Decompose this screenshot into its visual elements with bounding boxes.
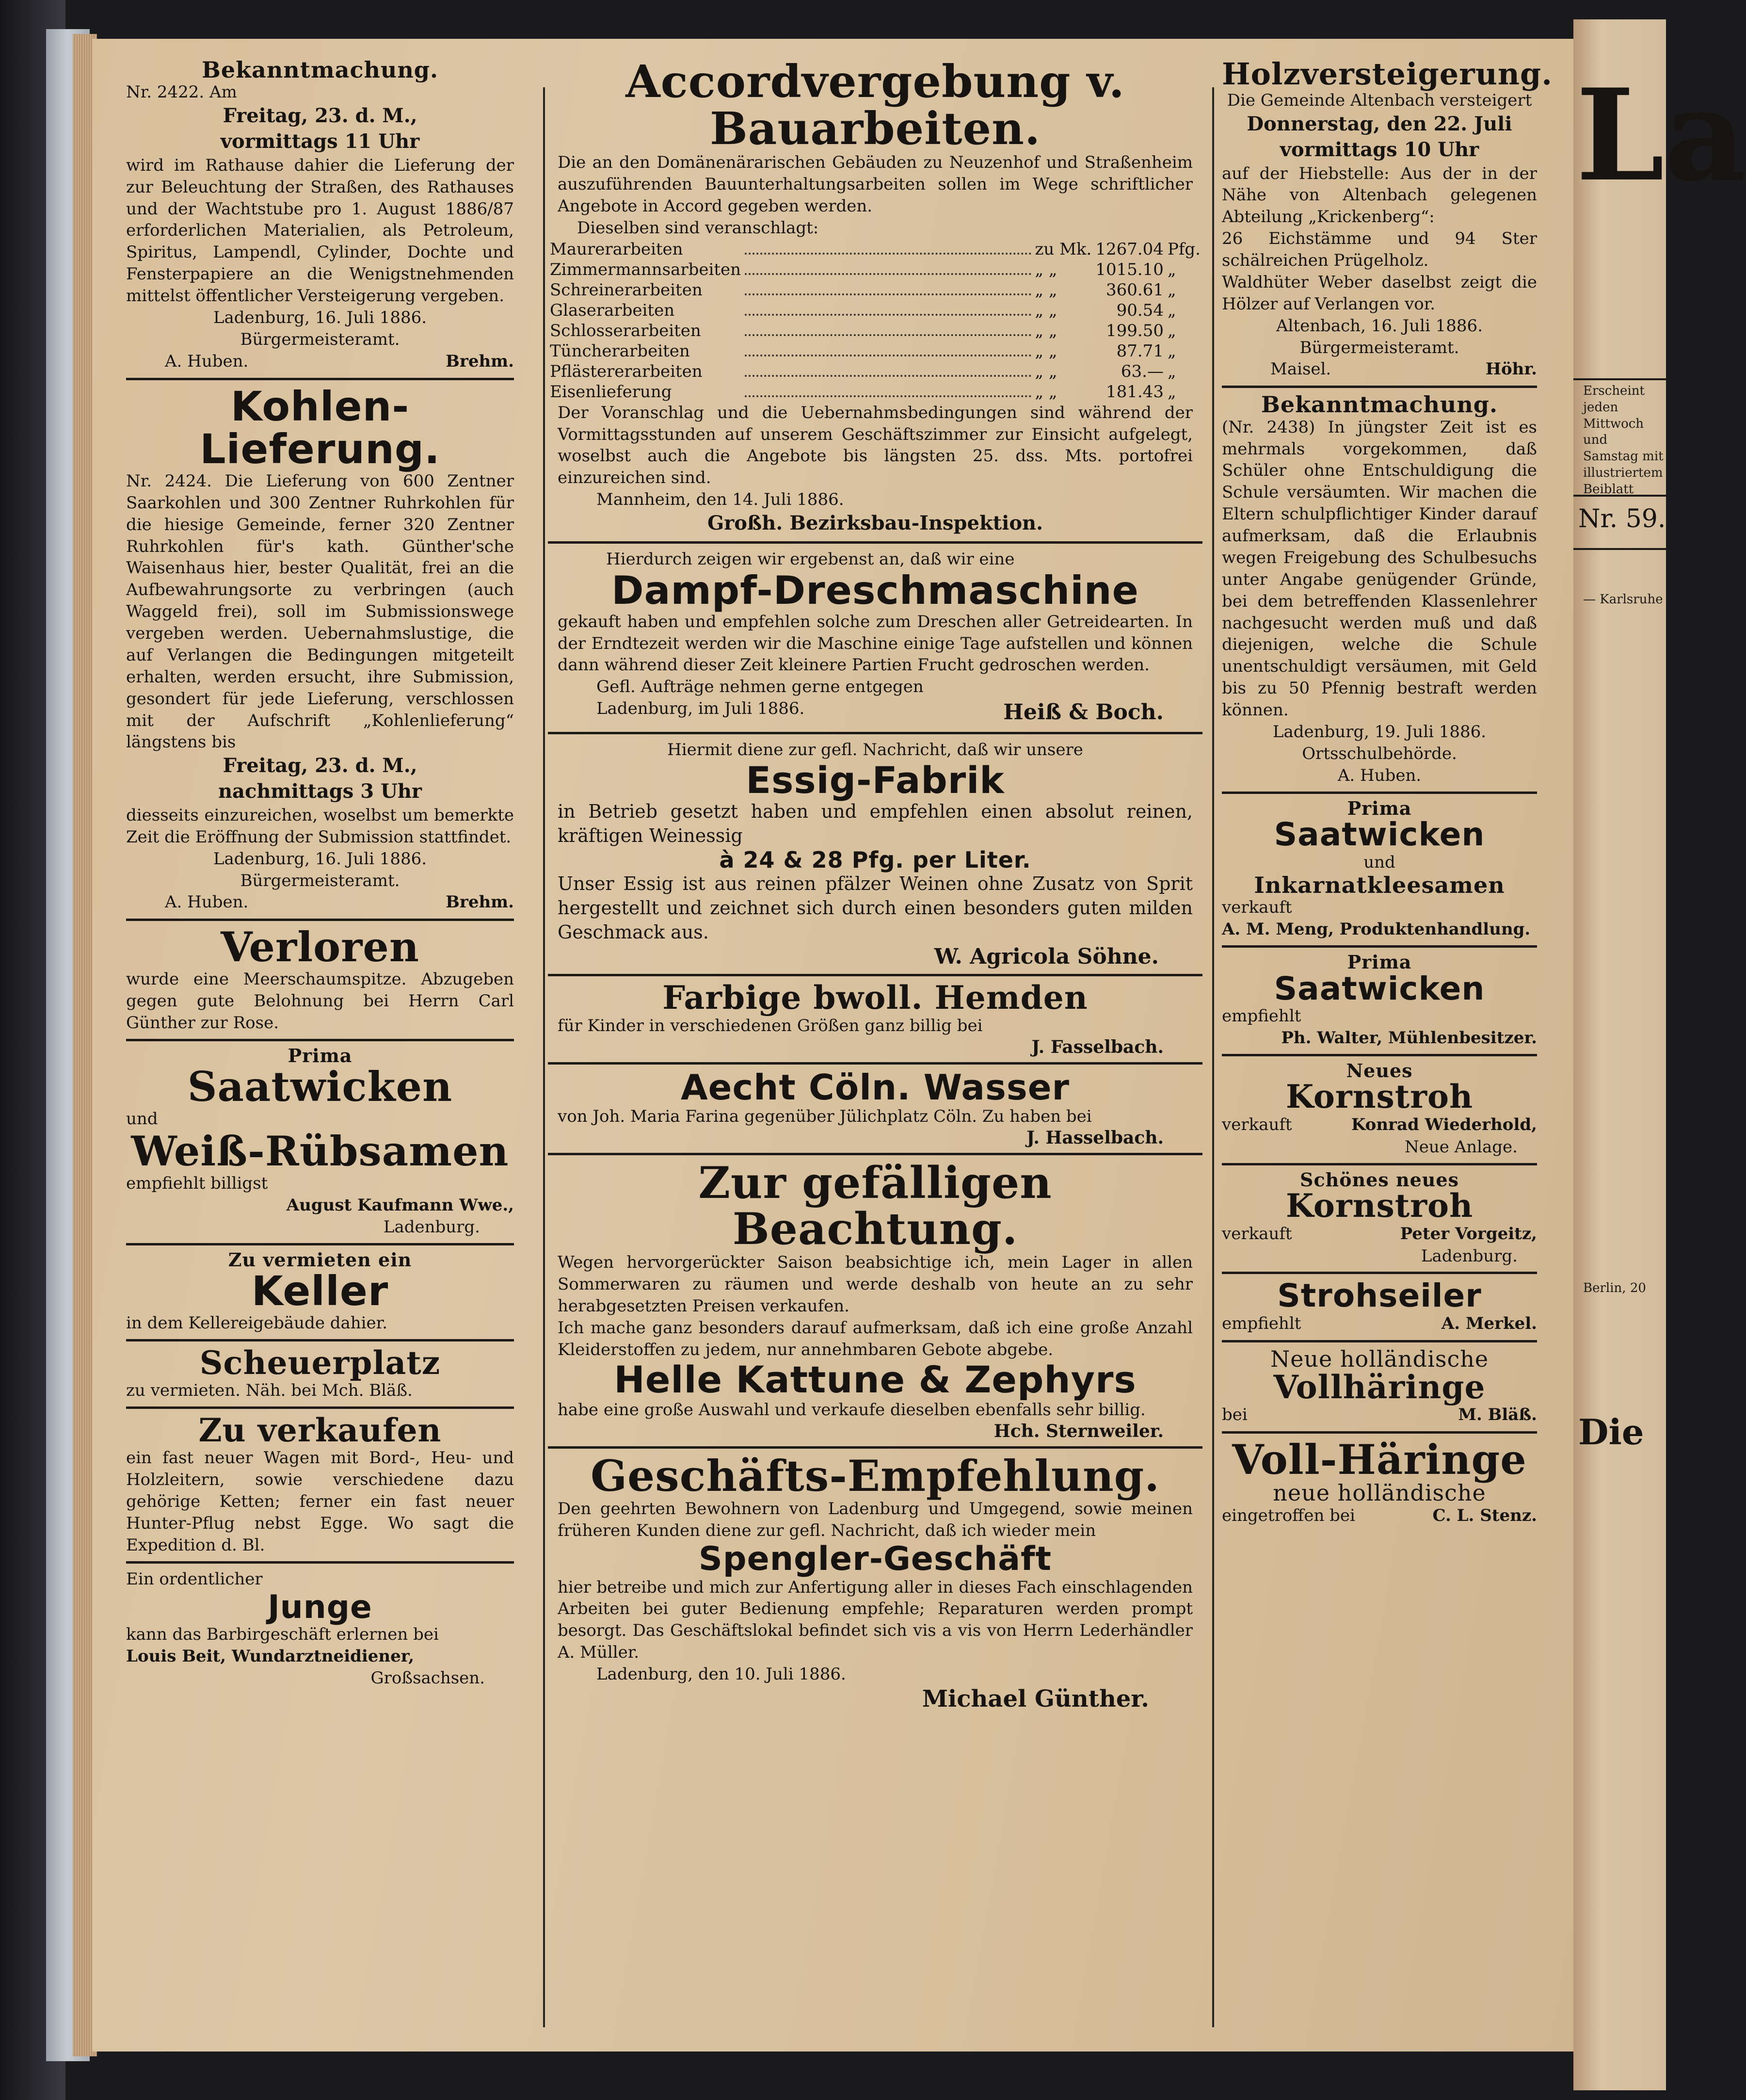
ad-signature-left: A. Huben. — [165, 351, 249, 371]
ad-pre: Zu vermieten ein — [228, 1248, 412, 1271]
ad-place: Mannheim, den 14. Juli 1886. — [596, 490, 844, 510]
ad-text: in dem Kellereigebäude dahier. — [126, 1313, 388, 1333]
ad-place: Neue Anlage. — [1405, 1137, 1518, 1157]
ad-footer — [1222, 1223, 1537, 1245]
ad-pre: Prima — [1347, 951, 1412, 973]
next-page-rule — [1573, 495, 1666, 497]
ad-text: (Nr. 2438) In jüngster Zeit ist es mehrmals vorgekommen, daß Schüler ohne Entschuldigung die Schule versäumten. Wir machen die Eltern schulpflichtiger Kinder darauf aufmerksam, daß die Erlaubnis wegen Freigebung des Schulbesuchs unter Angabe genügender Gründe, bei dem betreffenden Klassenlehrer nachgesucht werden muß und daß diejenigen, welche die Schule unentschuldigt versäumen, mit Geld bis zu 50 Pfennig bestraft werden können. — [1222, 417, 1537, 720]
ad-time: vormittags 11 Uhr — [220, 129, 420, 153]
ad-text: zu vermieten. Näh. bei Mch. Bläß. — [126, 1381, 413, 1401]
ad-line: verkauft — [1222, 897, 1292, 917]
ad-title: Dampf-Dreschmaschine — [611, 567, 1139, 613]
next-page-snippet: Berlin, 20 — [1583, 1281, 1646, 1295]
next-page-rule — [1573, 548, 1666, 550]
next-page-masthead: La — [1576, 62, 1746, 210]
ad-text: wurde eine Meerschaumspitze. Abzugeben gegen gute Belohnung bei Herrn Carl Günther zur Rose. — [126, 969, 514, 1033]
ad-title-2: Lieferung. — [200, 425, 440, 473]
ad-title: Voll-Häringe — [1232, 1436, 1527, 1484]
column-middle — [548, 55, 1202, 2047]
ad-text-3: habe eine große Auswahl und verkaufe dieselben ebenfalls sehr billig. — [558, 1400, 1146, 1420]
cost-value: 181.43 — [1105, 382, 1164, 402]
ad-und: und — [1363, 852, 1395, 872]
ad-text: Der Voranschlag und die Uebernahmsbedingungen sind während der Vormittagsstunden auf unserem Geschäftszimmer zur Einsicht aufgelegt, woselbst auch die Angebote bis längsten 25. dss. Mts. portofrei einzureichen sind. — [558, 403, 1193, 488]
cost-value: 1267.04 — [1095, 239, 1164, 259]
ad-kornstroh-vorgeitz — [1222, 1170, 1537, 1267]
ad-line: empfiehlt — [1222, 1006, 1301, 1026]
ad-line: Nr. 2422. Am — [126, 82, 237, 102]
cost-prefix: „ „ — [1035, 280, 1057, 300]
ad-office: Großh. Bezirksbau-Inspektion. — [707, 512, 1043, 535]
ad-signature: Heiß & Boch. — [1003, 700, 1164, 725]
ad-office: Bürgermeisteramt. — [1299, 338, 1459, 357]
cost-unit: „ — [1167, 382, 1176, 402]
ad-name: A. M. Meng, Produktenhandlung. — [1222, 919, 1531, 939]
ad-pre: Prima — [1347, 797, 1412, 819]
ad-text-2: hier betreibe und mich zur Anfertigung aller in dieses Fach einschlagenden Arbeiten bei guter Bedienung empfehle; Reparaturen werden prompt besorgt. Das Geschäftslokal befindet sich vis a vis von Herrn Lederhändler A. Müller. — [558, 1577, 1193, 1663]
ad-time: vormittags 10 Uhr — [1280, 138, 1479, 161]
ad-signature-right: Brehm. — [446, 351, 514, 371]
ad-subtitle: Dieselben sind veranschlagt: — [577, 218, 819, 238]
next-page-snippet: Erscheint jeden Mittwoch und Samstag mit illustriertem Beiblatt — [1583, 384, 1664, 497]
divider — [1222, 1163, 1537, 1165]
cost-item: Schreinerarbeiten — [550, 280, 703, 300]
ad-title: Kohlen- — [230, 382, 410, 430]
ad-title: Vollhäringe — [1273, 1368, 1486, 1406]
ad-signature-left: A. Huben. — [165, 892, 249, 912]
ad-voll-haeringe-stenz — [1222, 1438, 1537, 1527]
cost-item: Maurerarbeiten — [550, 239, 683, 259]
ad-text: kann das Barbirgeschäft erlernen bei — [126, 1624, 439, 1644]
cost-prefix: „ „ — [1035, 300, 1057, 320]
cost-unit: Pfg. — [1167, 239, 1201, 259]
ad-und: und — [126, 1109, 158, 1129]
ad-zu-verkaufen — [126, 1411, 514, 1556]
divider — [548, 1153, 1202, 1155]
ad-holzversteigerung — [1222, 56, 1553, 381]
ad-keller — [126, 1250, 514, 1334]
divider — [126, 1039, 514, 1041]
divider — [126, 919, 514, 921]
ad-text: Wegen hervorgerückter Saison beabsichtige ich, mein Lager in allen Sommerwaren zu räumen und werde deshalb von heute an zu sehr herabgesetzten Preisen verkaufen. — [558, 1253, 1193, 1316]
ad-signature: A. Huben. — [1337, 765, 1422, 785]
ad-bekanntmachung-school — [1222, 393, 1537, 786]
divider — [548, 732, 1202, 734]
divider — [1222, 386, 1537, 388]
ad-date: Freitag, 23. d. M., — [223, 754, 417, 777]
ad-name: Ph. Walter, Mühlenbesitzer. — [1281, 1028, 1537, 1048]
table-row — [548, 361, 1202, 382]
ad-signature: J. Hasselbach. — [1026, 1128, 1164, 1148]
ad-place: Ladenburg. — [1421, 1246, 1518, 1266]
ad-date: Freitag, 23. d. M., — [223, 104, 417, 128]
cost-table — [548, 239, 1202, 402]
ad-text-2: diesseits einzureichen, woselbst um bemerkte Zeit die Eröffnung der Submission stattfindet. — [126, 805, 514, 847]
table-row — [548, 239, 1202, 259]
ad-title: Zu verkaufen — [198, 1411, 442, 1449]
ad-signatures — [126, 891, 514, 914]
cost-value: 1015.10 — [1095, 259, 1164, 279]
ad-line: verkauft — [1222, 1224, 1292, 1244]
divider — [1222, 792, 1537, 794]
ad-title: Holzversteigerung. — [1222, 56, 1553, 92]
ad-pre: Prima — [288, 1045, 352, 1067]
ad-date: Donnerstag, den 22. Juli — [1247, 112, 1512, 135]
ad-signature: W. Agricola Söhne. — [934, 944, 1159, 969]
ad-title: Farbige bwoll. Hemden — [662, 979, 1088, 1017]
ad-office: Ortsschulbehörde. — [1302, 743, 1457, 763]
cost-item: Eisenlieferung — [550, 382, 672, 402]
ad-footer — [1222, 1505, 1537, 1527]
ad-text: auf der Hiebstelle: Aus der in der Nähe von Altenbach gelegenen Abteilung „Krickenberg“: — [1222, 163, 1537, 227]
ad-place: Ladenburg, den 10. Juli 1886. — [596, 1664, 846, 1684]
ad-intro: Die an den Domänenärarischen Gebäuden zu Neuzenhof und Straßenheim auszuführenden Bauunterhaltungsarbeiten sollen im Wege schriftlicher Angebote in Accord gegeben werden. — [558, 153, 1193, 216]
ad-title: Junge — [268, 1588, 372, 1626]
ad-saatwicken-kaufmann — [126, 1046, 514, 1238]
ad-text: ein fast neuer Wagen mit Bord-, Heu- und Holzleitern, sowie verschiedene dazu gehörige Ketten; ferner ein fast neuer Hunter-Pflug nebst Egge. Wo sagt die Expedition d. Bl. — [126, 1448, 514, 1555]
ad-line: Die Gemeinde Altenbach versteigert — [1227, 91, 1532, 111]
cost-prefix: „ „ — [1035, 259, 1057, 279]
ad-title: Kornstroh — [1285, 1078, 1474, 1116]
ad-time: nachmittags 3 Uhr — [218, 780, 422, 803]
ad-place: Großsachsen. — [370, 1668, 485, 1688]
cost-unit: „ — [1167, 321, 1176, 340]
cost-unit: „ — [1167, 300, 1176, 320]
ad-title: Kornstroh — [1285, 1187, 1474, 1225]
ad-name: Louis Beit, Wundarztneidiener, — [126, 1646, 415, 1666]
ad-title: Saatwicken — [187, 1062, 453, 1111]
next-page-fragment — [1573, 19, 1746, 2090]
ad-name: Konrad Wiederhold, — [1351, 1115, 1537, 1134]
ad-place: Altenbach, 16. Juli 1886. — [1276, 316, 1483, 336]
cost-value: 63.— — [1121, 361, 1164, 381]
ad-pre: Neue holländische — [1270, 1345, 1489, 1372]
ad-title: Saatwicken — [1274, 969, 1485, 1007]
ad-subtitle: neue holländische — [1273, 1480, 1486, 1506]
column-right — [1222, 56, 1553, 2047]
ad-signatures — [1222, 358, 1537, 381]
ad-line: Gefl. Aufträge nehmen gerne entgegen — [596, 677, 924, 697]
table-row — [548, 259, 1202, 280]
ad-title: Accordvergebung v. Bauarbeiten. — [625, 55, 1125, 155]
ad-title-2: Helle Kattune & Zephyrs — [614, 1358, 1137, 1402]
divider — [126, 1243, 514, 1245]
divider — [126, 1339, 514, 1341]
cost-value: 360.61 — [1105, 280, 1164, 300]
cost-unit: „ — [1167, 361, 1176, 381]
ad-kohlen-lieferung — [126, 382, 514, 914]
ad-pre: Hiermit diene zur gefl. Nachricht, daß wir unsere — [667, 740, 1083, 759]
ad-place: Ladenburg, im Juli 1886. — [596, 699, 805, 719]
ad-essig-fabrik — [548, 739, 1202, 969]
ad-farbige-hemden — [548, 981, 1202, 1057]
cost-prefix: zu Mk. — [1035, 239, 1092, 259]
ad-title: Bekanntmachung. — [202, 57, 438, 83]
ad-place: Ladenburg. — [383, 1217, 480, 1237]
ad-kornstroh-wiederhold — [1222, 1061, 1537, 1158]
ad-strohseiler — [1222, 1279, 1537, 1335]
ad-verloren — [126, 923, 514, 1034]
ad-title-2: Inkarnatkleesamen — [1254, 872, 1505, 898]
ad-name: August Kaufmann Wwe., — [286, 1195, 514, 1215]
ad-footer — [548, 698, 1202, 727]
ad-scheuerplatz — [126, 1343, 514, 1402]
divider — [126, 378, 514, 380]
ad-place: Ladenburg, 16. Juli 1886. — [213, 849, 427, 869]
ad-title: Aecht Cöln. Wasser — [680, 1066, 1070, 1108]
table-row — [548, 321, 1202, 341]
ad-text-2: 26 Eichstämme und 94 Ster schälreichen Prügelholz. — [1222, 229, 1537, 271]
cost-prefix: „ „ — [1035, 341, 1057, 361]
table-row — [548, 280, 1202, 300]
ad-line: empfiehlt — [1222, 1313, 1301, 1333]
cost-item: Tüncherarbeiten — [550, 341, 690, 361]
ad-pre: Neues — [1346, 1059, 1413, 1082]
ad-saatwicken-walter — [1222, 953, 1537, 1049]
ad-title: Geschäfts-Empfehlung. — [591, 1451, 1160, 1502]
ad-title: Verloren — [221, 923, 419, 971]
column-rule-2 — [1212, 87, 1214, 2027]
ad-line: verkauft — [1222, 1115, 1292, 1134]
divider — [1222, 1272, 1537, 1274]
next-page-rule — [1573, 378, 1666, 380]
ad-signatures — [126, 351, 514, 373]
cost-prefix: „ „ — [1035, 382, 1057, 402]
next-page-snippet: — Karlsruhe — [1583, 592, 1663, 607]
ad-title: Essig-Fabrik — [746, 758, 1005, 802]
ad-name: C. L. Stenz. — [1432, 1505, 1537, 1525]
ad-text-2: Unser Essig ist aus reinen pfälzer Weinen ohne Zusatz von Sprit hergestellt und zeichnet sich durch einen besonders guten milden Geschmack aus. — [558, 872, 1193, 943]
divider — [548, 1446, 1202, 1449]
ad-text: Den geehrten Bewohnern von Ladenburg und Umgegend, sowie meinen früheren Kunden diene zur gefl. Nachricht, daß ich wieder mein — [558, 1499, 1193, 1541]
ad-pre: Ein ordentlicher — [126, 1569, 263, 1589]
ad-place: Ladenburg, 19. Juli 1886. — [1272, 722, 1487, 742]
ad-text: wird im Rathause dahier die Lieferung der zur Beleuchtung der Straßen, des Rathauses und der Wachtstube pro 1. August 1886/87 erforderlichen Materialien, als Petroleum, Spiritus, Lampendl, Cylinder, Dochte und Fensterpapiere an die Wenigstnehmenden mittelst öffentlicher Versteigerung vergeben. — [126, 155, 514, 306]
cost-value: 87.71 — [1116, 341, 1164, 361]
ad-text: gekauft haben und empfehlen solche zum Dreschen aller Getreidearten. In der Erndtezeit werden wir die Maschine einige Tage aufstellen und können dann während dieser Zeit kleinere Partien Frucht gedroschen werden. — [558, 612, 1193, 675]
divider — [548, 541, 1202, 544]
ad-text: von Joh. Maria Farina gegenüber Jülichplatz Cöln. Zu haben bei — [558, 1107, 1092, 1127]
divider — [548, 974, 1202, 976]
cost-prefix: „ „ — [1035, 321, 1057, 340]
ad-office: Bürgermeisteramt. — [240, 329, 400, 349]
next-page-issue: Nr. 59. — [1578, 504, 1666, 533]
ad-text: für Kinder in verschiedenen Größen ganz billig bei — [558, 1016, 983, 1035]
ad-line: empfiehlt billigst — [126, 1174, 268, 1194]
divider — [1222, 1431, 1537, 1434]
divider — [548, 1062, 1202, 1065]
ad-signature: J. Fasselbach. — [1031, 1036, 1164, 1057]
ad-accordvergebung — [548, 55, 1202, 536]
ad-dampf-dreschmaschine — [548, 549, 1202, 727]
ad-place: Ladenburg, 16. Juli 1886. — [213, 307, 427, 327]
ad-bekanntmachung-lighting — [126, 58, 514, 373]
ad-name: Peter Vorgeitz, — [1400, 1224, 1537, 1244]
ad-line: eingetroffen bei — [1222, 1505, 1355, 1525]
ad-title-2: Spengler-Geschäft — [698, 1540, 1052, 1579]
cost-item: Schlosserarbeiten — [550, 321, 701, 340]
ad-office: Bürgermeisteramt. — [240, 871, 400, 890]
table-row — [548, 300, 1202, 321]
cost-item: Pflästererarbeiten — [550, 361, 703, 381]
ad-name: A. Merkel. — [1441, 1313, 1537, 1333]
ad-price: à 24 & 28 Pfg. per Liter. — [719, 846, 1031, 873]
ad-title: Bekanntmachung. — [1261, 391, 1498, 418]
table-row — [548, 341, 1202, 361]
ad-saatwicken-meng — [1222, 799, 1537, 940]
cost-prefix: „ „ — [1035, 361, 1057, 381]
table-row — [548, 382, 1202, 402]
cost-item: Glaserarbeiten — [550, 300, 675, 320]
cost-value: 199.50 — [1105, 321, 1164, 340]
column-left — [126, 58, 514, 2047]
ad-text-3: Waldhüter Weber daselbst zeigt die Hölzer auf Verlangen vor. — [1222, 272, 1537, 314]
cost-unit: „ — [1167, 280, 1176, 300]
ad-pre: Schönes neues — [1300, 1168, 1459, 1191]
cost-unit: „ — [1167, 341, 1176, 361]
ad-text: Nr. 2424. Die Lieferung von 600 Zentner Saarkohlen und 300 Zentner Ruhrkohlen für die hiesige Gemeinde, ferner 320 Zentner Ruhrkohlen für's kath. Günther'sche Waisenhaus hier, bester Qualität, frei an die Aufbewahrungsorte zu verbringen (auch Waggeld frei), soll im Submissionswege vergeben werden. Uebernahmslustige, die auf Verlangen die Bedingungen mitgeteilt erhalten, werden ersucht, ihre Submission, gesondert für jede Lieferung, verschlossen mit der Aufschrift „Kohlenlieferung“ längstens bis — [126, 471, 514, 752]
ad-koelnisch-wasser — [548, 1066, 1202, 1148]
ad-title: Strohseiler — [1277, 1277, 1482, 1315]
divider — [126, 1561, 514, 1564]
ad-signature: Hch. Sternweiler. — [993, 1421, 1164, 1442]
column-rule-1 — [543, 87, 545, 2027]
ad-title: Zur gefälligen Beachtung. — [698, 1157, 1052, 1255]
divider — [1222, 1054, 1537, 1056]
cost-item: Zimmermannsarbeiten — [550, 259, 741, 279]
ad-junge — [126, 1568, 514, 1689]
ad-text-2: Ich mache ganz besonders darauf aufmerksam, daß ich eine große Anzahl Kleiderstoffen zu jedem, nur annehmbaren Gebote abgebe. — [558, 1318, 1193, 1359]
ad-title: Scheuerplatz — [199, 1343, 441, 1382]
ad-footer — [1222, 1404, 1537, 1426]
ad-title-2: Weiß-Rübsamen — [131, 1127, 509, 1176]
ad-signature: Michael Günther. — [922, 1685, 1149, 1712]
ad-signature-left: Maisel. — [1270, 359, 1331, 379]
ad-text: in Betrieb gesetzt haben und empfehlen einen absolut reinen, kräftigen Weinessig — [558, 801, 1193, 847]
divider — [126, 1406, 514, 1409]
ad-name: M. Bläß. — [1458, 1405, 1537, 1425]
divider — [1222, 1340, 1537, 1342]
divider — [1222, 945, 1537, 948]
cost-unit: „ — [1167, 259, 1176, 279]
ad-signature-right: Brehm. — [446, 892, 514, 912]
ad-geschaefts-empfehlung — [548, 1451, 1202, 1712]
ad-pre: Hierdurch zeigen wir ergebenst an, daß wir eine — [606, 549, 1015, 569]
ad-signature-right: Höhr. — [1485, 359, 1537, 379]
ad-vollhaeringe-blaess — [1222, 1347, 1537, 1426]
ad-footer — [1222, 1114, 1537, 1136]
ad-gefaelligen-beachtung — [548, 1157, 1202, 1442]
ad-line: bei — [1222, 1405, 1248, 1425]
next-page-heading: Die — [1578, 1411, 1644, 1453]
ad-title: Keller — [251, 1267, 389, 1315]
cost-value: 90.54 — [1116, 300, 1164, 320]
ad-title: Saatwicken — [1274, 816, 1485, 854]
ad-footer — [1222, 1313, 1537, 1335]
